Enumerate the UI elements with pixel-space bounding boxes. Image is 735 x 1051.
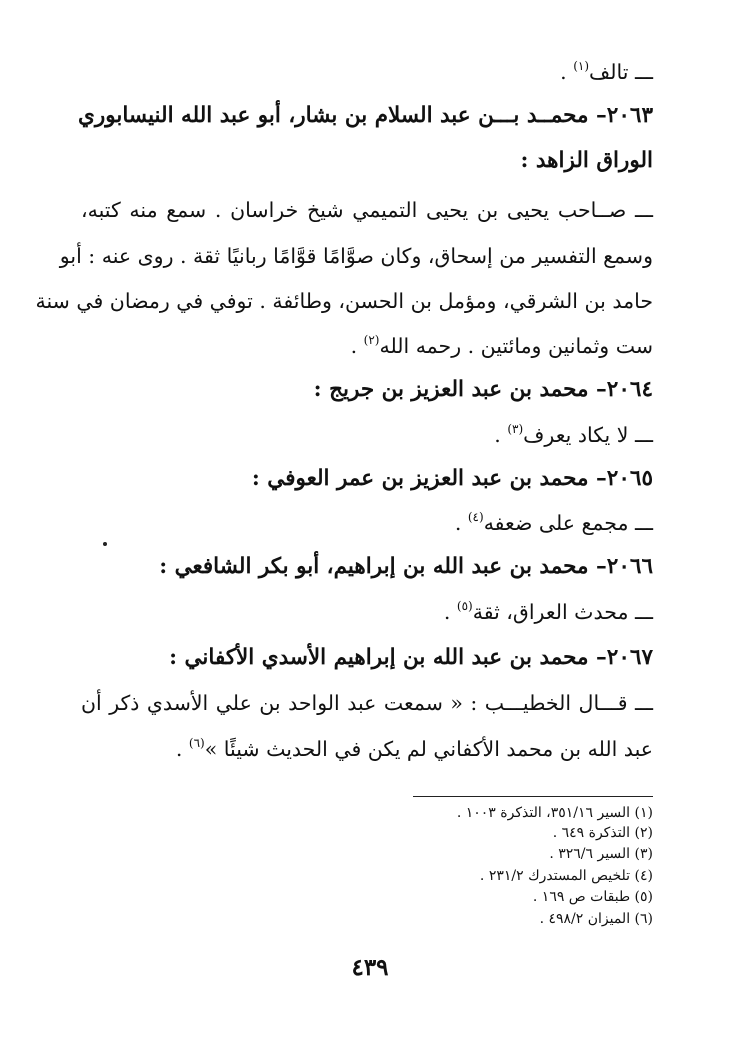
- footnote-ref-3: (٣): [507, 422, 524, 436]
- entry-2063-body-line-3: حامد بن الشرقي، ومؤمل بن الحسن، وطائفة . توفي في رمضان في سنة: [35, 289, 653, 313]
- page-number: ٤٣٩: [351, 954, 389, 981]
- footnote-1: (١) السير ٣٥١/١٦، التذكرة ١٠٠٣ .: [456, 805, 653, 821]
- footnote-ref-1: (١): [573, 59, 590, 73]
- entry-2066-heading: ٢٠٦٦– محمد بن عبد الله بن إبراهيم، أبو بكر الشافعي :: [159, 554, 653, 579]
- footnote-ref-4: (٤): [467, 510, 484, 524]
- entry-2063-body-line-1: ـــ صــاحب يحيى بن يحيى التميمي شيخ خراسان . سمع منه كتبه،: [81, 198, 653, 222]
- footnote-ref-5: (٥): [456, 599, 473, 613]
- entry-2065-heading: ٢٠٦٥– محمد بن عبد العزيز بن عمر العوفي :: [251, 466, 653, 491]
- entry-2064-body: ـــ لا يكاد يعرف$^{(٣)}$ .: [494, 422, 653, 447]
- entry-2063-body-line-4: ست وثمانين ومائتين . رحمه الله$^{(٢)}$ .: [350, 333, 653, 358]
- footnote-2: (٢) التذكرة ٦٤٩ .: [552, 825, 653, 841]
- footnote-ref-6: (٦): [188, 736, 205, 750]
- entry-2063-body-line-2: وسمع التفسير من إسحاق، وكان صوَّامًا قوَّامًا ربانيًا ثقة . روى عنه : أبو: [59, 244, 653, 268]
- footnote-5: (٥) طبقات ص ١٦٩ .: [532, 889, 653, 905]
- footnote-3: (٣) السير ٣٢٦/٦ .: [549, 846, 653, 862]
- footnote-ref-2: (٢): [363, 333, 380, 347]
- print-speck: [103, 542, 107, 546]
- entry-2067-body-line-2: عبد الله بن محمد الأكفاني لم يكن في الحديث شيئًا »$^{(٦)}$ .: [175, 736, 653, 761]
- entry-2062-tail: ـــ تالف$^{(١)}$ .: [560, 59, 653, 84]
- footnote-separator: [413, 796, 653, 797]
- entry-2064-heading: ٢٠٦٤– محمد بن عبد العزيز بن جريج :: [313, 377, 653, 402]
- entry-2063-heading: ٢٠٦٣– محمــد بـــن عبد السلام بن بشار، أبو عبد الله النيسابوري: [78, 103, 653, 128]
- entry-2063-heading-cont: الوراق الزاهد :: [520, 148, 653, 173]
- entry-2065-body: ـــ مجمع على ضعفه$^{(٤)}$ .: [454, 510, 653, 535]
- entry-2066-body: ـــ محدث العراق، ثقة$^{(٥)}$ .: [443, 599, 653, 624]
- entry-2067-body-line-1: ـــ قـــال الخطيـــب : « سمعت عبد الواحد بن علي الأسدي ذكر أن: [81, 691, 653, 715]
- footnote-4: (٤) تلخيص المستدرك ٢٣١/٢ .: [479, 868, 653, 884]
- entry-2067-heading: ٢٠٦٧– محمد بن عبد الله بن إبراهيم الأسدي الأكفاني :: [169, 645, 653, 670]
- footnote-6: (٦) الميزان ٤٩٨/٢ .: [539, 911, 653, 927]
